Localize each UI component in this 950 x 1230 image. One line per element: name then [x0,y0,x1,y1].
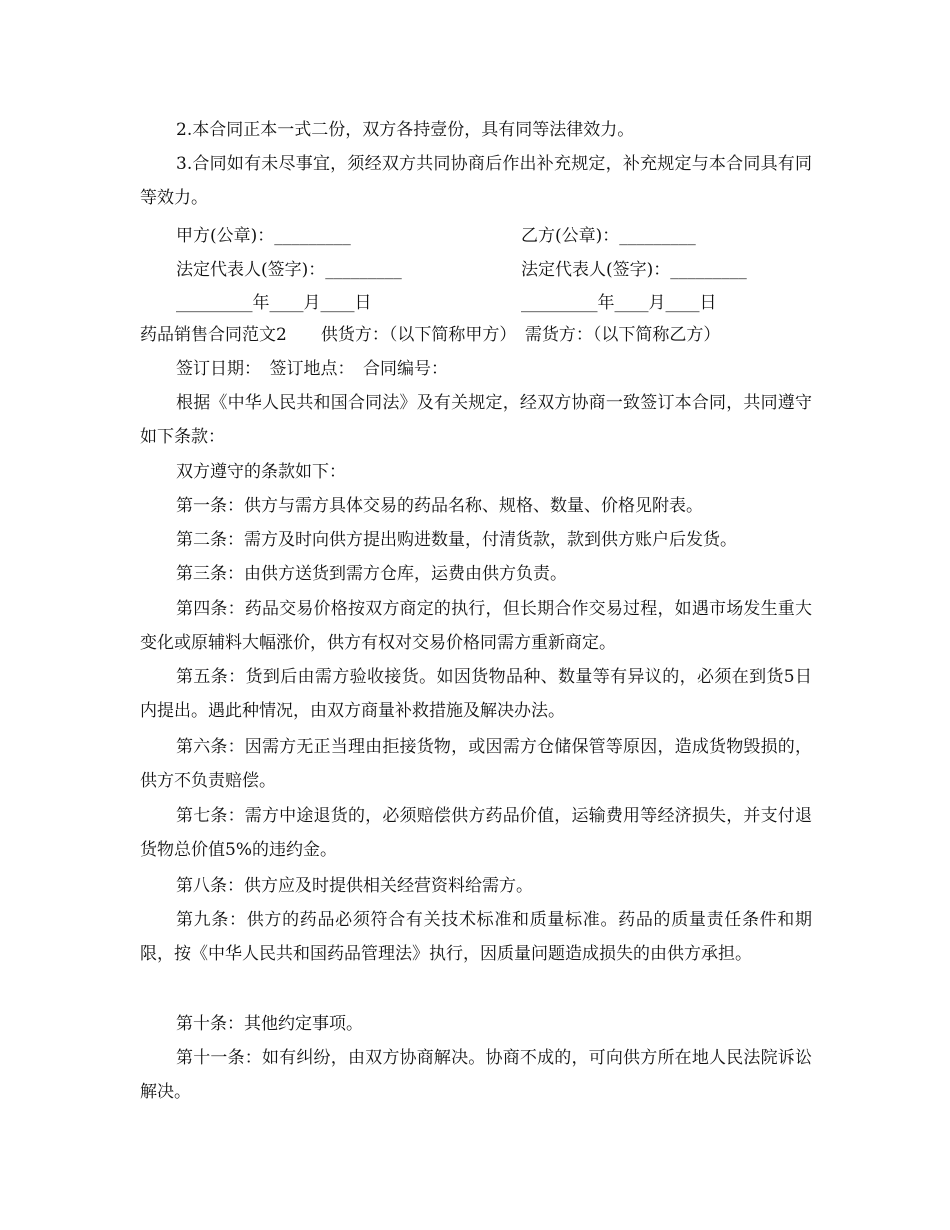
clause-copies: 2.本合同正本一式二份，双方各持壹份，具有同等法律效力。 [176,120,635,140]
article-1: 第一条：供方与需方具体交易的药品名称、规格、数量、价格见附表。 [176,496,703,516]
clause-supplement: 3.合同如有未尽事宜，须经双方共同协商后作出补充规定，补充规定与本合同具有同等效力。 [140,154,812,208]
party-b-date: _________年____月____日 [521,293,717,313]
article-6: 第六条：因需方无正当理由拒接货物，或因需方仓储保管等原因，造成货物毁损的，供方不负责赔偿。 [140,737,812,791]
party-a-seal: 甲方(公章)：_________ [176,226,351,246]
article-7: 第七条：需方中途退货的，必须赔偿供方药品价值，运输费用等经济损失，并支付退货物总价值5%的违约金。 [140,806,812,860]
party-a-date: _________年____月____日 [176,293,372,313]
terms-lead: 双方遵守的条款如下： [176,462,346,482]
article-4: 第四条：药品交易价格按双方商定的执行，但长期合作交易过程，如遇市场发生重大变化或原辅料大幅涨价，供方有权对交易价格同需方重新商定。 [140,599,812,653]
article-5: 第五条：货到后由需方验收接货。如因货物品种、数量等有异议的，必须在到货5日内提出。遇此种情况，由双方商量补救措施及解决办法。 [140,667,812,721]
article-9: 第九条：供方的药品必须符合有关技术标准和质量标准。药品的质量责任条件和期限，按《中华人民共和国药品管理法》执行，因质量问题造成损失的由供方承担。 [140,910,812,964]
contract-heading: 药品销售合同范文2 供货方：（以下简称甲方） 需货方：（以下简称乙方） [140,325,721,345]
article-10: 第十条：其他约定事项。 [176,1014,363,1034]
article-8: 第八条：供方应及时提供相关经营资料给需方。 [176,876,533,896]
contract-meta: 签订日期： 签订地点： 合同编号： [176,359,448,379]
party-b-representative: 法定代表人(签字)：_________ [521,260,747,280]
article-11: 第十一条：如有纠纷，由双方协商解决。协商不成的，可向供方所在地人民法院诉讼解决。 [140,1048,812,1102]
article-3: 第三条：由供方送货到需方仓库，运费由供方负责。 [176,564,567,584]
party-a-representative: 法定代表人(签字)：_________ [176,260,402,280]
contract-intro: 根据《中华人民共和国合同法》及有关规定，经双方协商一致签订本合同，共同遵守如下条款： [140,393,812,447]
party-b-seal: 乙方(公章)：_________ [521,226,696,246]
article-2: 第二条：需方及时向供方提出购进数量，付清货款，款到供方账户后发货。 [176,530,737,550]
